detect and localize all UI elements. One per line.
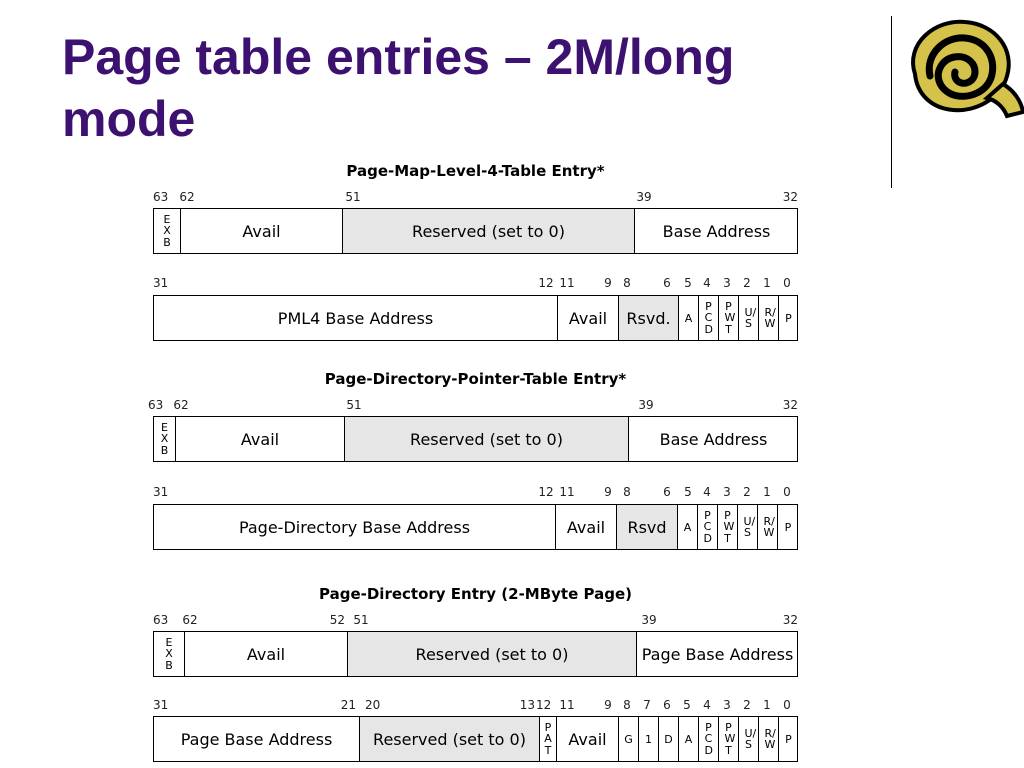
field-p: P xyxy=(784,520,792,534)
bit-label: 51 xyxy=(345,190,361,204)
bit-label: 9 xyxy=(604,276,612,290)
spiral-scroll-icon xyxy=(895,14,1024,124)
bit-label: 31 xyxy=(153,485,169,499)
field-g: G xyxy=(619,717,639,761)
bit-label: 39 xyxy=(641,613,657,627)
field-pwt: PWT xyxy=(719,296,739,340)
field-pcd: PCD xyxy=(699,717,719,761)
bit-label: 5 xyxy=(684,276,692,290)
bit-label: 8 xyxy=(623,485,631,499)
bit-label: 20 xyxy=(365,698,381,712)
field-avail: Avail xyxy=(185,632,348,676)
bit-label: 62 xyxy=(182,613,198,627)
field-pwt: PWT xyxy=(719,717,739,761)
bit-label: 9 xyxy=(604,698,612,712)
bit-label: 8 xyxy=(623,698,631,712)
field-reserved: Reserved (set to 0) xyxy=(345,417,629,461)
pdpe-low-dword xyxy=(153,504,798,550)
bit-label: 3 xyxy=(723,485,731,499)
bit-label: 2 xyxy=(743,698,751,712)
bit-label: 0 xyxy=(783,485,791,499)
field-pcd: PCD xyxy=(698,505,718,549)
field-reserved: Reserved (set to 0) xyxy=(348,632,637,676)
bit-label: 7 xyxy=(643,698,651,712)
bit-label: 0 xyxy=(783,698,791,712)
pml4e-low-bit-labels xyxy=(153,275,798,291)
field-avail: Avail xyxy=(556,505,617,549)
field-rw: R/W xyxy=(759,717,779,761)
bit-label: 9 xyxy=(604,485,612,499)
pde-high-bit-labels xyxy=(153,612,798,628)
pde-high-dword xyxy=(153,631,798,677)
bit-label: 52 xyxy=(329,613,345,627)
field-us: U/S xyxy=(739,717,759,761)
field-a: A xyxy=(679,717,699,761)
bit-label: 2 xyxy=(743,485,751,499)
bit-label: 11 xyxy=(559,485,575,499)
bit-label: 11 xyxy=(559,276,575,290)
field-rw: R/W xyxy=(759,296,779,340)
bit-label: 51 xyxy=(346,398,362,412)
field-exb: EXB xyxy=(154,209,181,253)
bit-label: 5 xyxy=(684,485,692,499)
bit-label: 3 xyxy=(723,276,731,290)
bit-label: 63 xyxy=(153,613,169,627)
page-title: Page table entries – 2M/long mode xyxy=(62,29,735,147)
field-a: A xyxy=(678,505,698,549)
bit-label: 1 xyxy=(763,276,771,290)
field-reserved: Reserved (set to 0) xyxy=(343,209,635,253)
pdpe-low-bit-labels xyxy=(153,484,798,500)
field-us: U/S xyxy=(738,505,758,549)
field-page-directory-base-address: Page-Directory Base Address xyxy=(154,505,556,549)
bit-label: 4 xyxy=(703,485,711,499)
field-base-address: Base Address xyxy=(662,221,771,241)
field-us: U/S xyxy=(739,296,759,340)
bit-label: 4 xyxy=(703,698,711,712)
field-avail: Avail xyxy=(176,417,345,461)
pde-heading: Page-Directory Entry (2-MByte Page) xyxy=(319,585,632,603)
bit-label: 12 xyxy=(538,485,554,499)
bit-label: 51 xyxy=(353,613,369,627)
bit-label: 6 xyxy=(663,276,671,290)
field-d: D xyxy=(659,717,679,761)
field-rsvd: Rsvd xyxy=(617,505,678,549)
bit-label: 21 xyxy=(340,698,356,712)
bit-label: 39 xyxy=(638,398,654,412)
field-a: A xyxy=(679,296,699,340)
bit-label: 4 xyxy=(703,276,711,290)
bit-label: 1 xyxy=(763,698,771,712)
pml4e-high-bit-labels xyxy=(153,189,798,205)
field-pat: PAT xyxy=(540,717,557,761)
pml4e-heading: Page-Map-Level-4-Table Entry* xyxy=(346,162,605,180)
bit-label: 62 xyxy=(179,190,195,204)
field-rsvd: Rsvd. xyxy=(619,296,679,340)
field-p: P xyxy=(785,732,792,746)
bit-label: 12 xyxy=(536,698,552,712)
field-rw: R/W xyxy=(758,505,778,549)
field-page-base-address: Page Base Address xyxy=(154,717,360,761)
field-exb: EXB xyxy=(154,632,185,676)
field-avail: Avail xyxy=(558,296,619,340)
bit-label: 31 xyxy=(153,276,169,290)
field-pml4-base-address: PML4 Base Address xyxy=(154,296,558,340)
bit-label: 5 xyxy=(683,698,691,712)
bit-label: 8 xyxy=(623,276,631,290)
pml4e-high-dword xyxy=(153,208,798,254)
bit-label: 3 xyxy=(723,698,731,712)
bit-label: 32 xyxy=(782,190,798,204)
divider-line xyxy=(891,16,892,188)
bit-label: 63 xyxy=(153,190,169,204)
bit-label: 2 xyxy=(743,276,751,290)
field-page-base-address: Page Base Address xyxy=(641,644,794,664)
bit-label: 11 xyxy=(559,698,575,712)
bit-label: 63 xyxy=(148,398,164,412)
bit-label: 6 xyxy=(663,698,671,712)
pde-low-dword xyxy=(153,716,798,762)
field-pcd: PCD xyxy=(699,296,719,340)
bit-label: 12 xyxy=(538,276,554,290)
bit-label: 13 xyxy=(519,698,535,712)
bit-label: 32 xyxy=(782,613,798,627)
field-pwt: PWT xyxy=(718,505,738,549)
field-p: P xyxy=(785,311,792,325)
bit-label: 1 xyxy=(763,485,771,499)
bit-label: 39 xyxy=(636,190,652,204)
pdpe-high-dword xyxy=(153,416,798,462)
field-base-address: Base Address xyxy=(659,429,768,449)
field-avail: Avail xyxy=(557,717,619,761)
bit-label: 31 xyxy=(153,698,169,712)
pml4e-low-dword xyxy=(153,295,798,341)
field-reserved: Reserved (set to 0) xyxy=(360,717,540,761)
bit-label: 0 xyxy=(783,276,791,290)
pde-low-bit-labels xyxy=(153,697,798,713)
bit-label: 6 xyxy=(663,485,671,499)
pdpe-high-bit-labels xyxy=(148,397,798,413)
pdpe-heading: Page-Directory-Pointer-Table Entry* xyxy=(324,370,627,388)
bit-label: 32 xyxy=(782,398,798,412)
bit-label: 62 xyxy=(173,398,189,412)
field-ps: 1 xyxy=(639,717,659,761)
field-avail: Avail xyxy=(181,209,343,253)
field-exb: EXB xyxy=(154,417,176,461)
